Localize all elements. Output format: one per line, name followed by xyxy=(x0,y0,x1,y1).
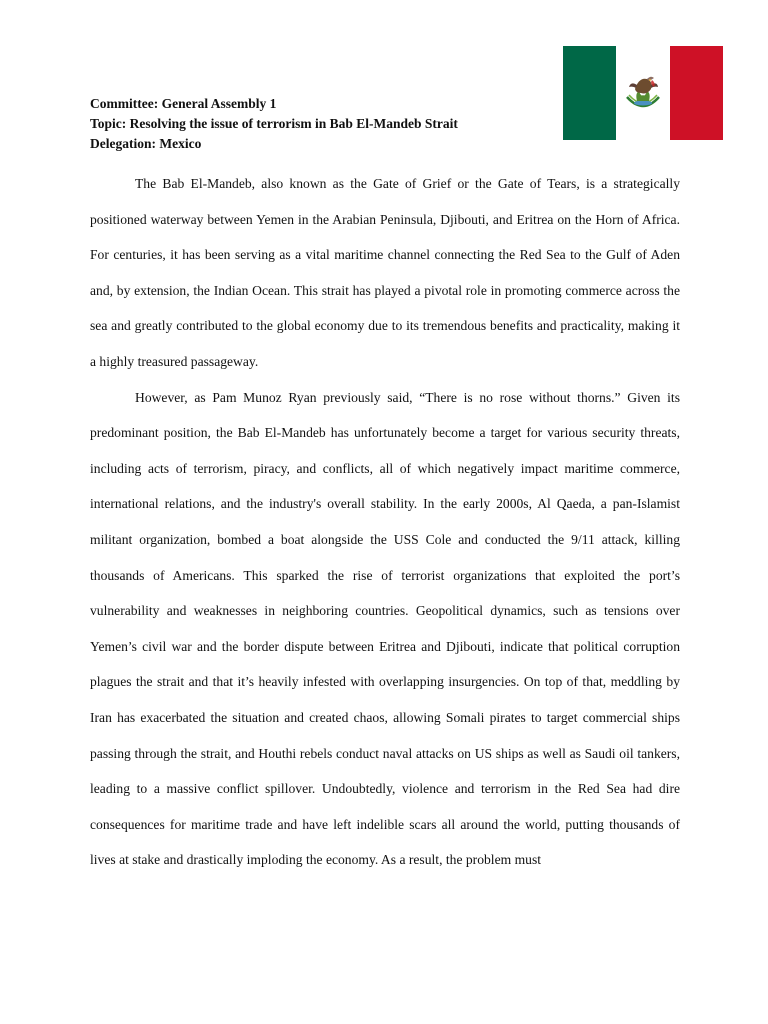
topic-line: Topic: Resolving the issue of terrorism in Bab El-Mandeb Strait xyxy=(90,116,458,131)
delegation-line: Delegation: Mexico xyxy=(90,136,202,151)
document-header xyxy=(90,94,550,154)
flag-green-band xyxy=(563,46,616,140)
flag-red-band xyxy=(670,46,723,140)
coat-of-arms-icon xyxy=(621,71,665,115)
document-body xyxy=(90,166,680,878)
mexico-flag-icon xyxy=(563,46,723,140)
flag-white-band xyxy=(616,46,669,140)
paragraph: The Bab El-Mandeb, also known as the Gate of Grief or the Gate of Tears, is a strategically positioned waterway between Yemen in the Arabian Peninsula, Djibouti, and Eritrea on the Horn of Africa. For centuries, it has been serving as a vital maritime channel connecting the Red Sea to the Gulf of Aden and, by extension, the Indian Ocean. This strait has played a pivotal role in promoting commerce across the sea and greatly contributed to the global economy due to its tremendous benefits and practicality, making it a highly treasured passageway. xyxy=(90,176,680,369)
committee-line: Committee: General Assembly 1 xyxy=(90,96,277,111)
paragraph: However, as Pam Munoz Ryan previously said, “There is no rose without thorns.” Given its predominant position, the Bab El-Mandeb has unfortunately become a target for various security threats, including acts of terrorism, piracy, and conflicts, all of which negatively impact maritime commerce, international relations, and the industry's overall stability. In the early 2000s, Al Qaeda, a pan-Islamist militant organization, bombed a boat alongside the USS Cole and conducted the 9/11 attack, killing thousands of Americans. This sparked the rise of terrorist organizations that exploited the port’s vulnerability and weaknesses in neighboring countries. Geopolitical dynamics, such as tensions over Yemen’s civil war and the border dispute between Eritrea and Djibouti, indicate that political corruption plagues the strait and that it’s heavily infested with overlapping insurgencies. On top of that, meddling by Iran has exacerbated the situation and created chaos, allowing Somali pirates to target commercial ships passing through the strait, and Houthi rebels conduct naval attacks on US ships as well as Saudi oil tankers, leading to a massive conflict spillover. Undoubtedly, violence and terrorism in the Red Sea had dire consequences for maritime trade and have left indelible scars all around the world, putting thousands of lives at stake and drastically imploding the economy. As a result, the problem must xyxy=(90,389,680,868)
